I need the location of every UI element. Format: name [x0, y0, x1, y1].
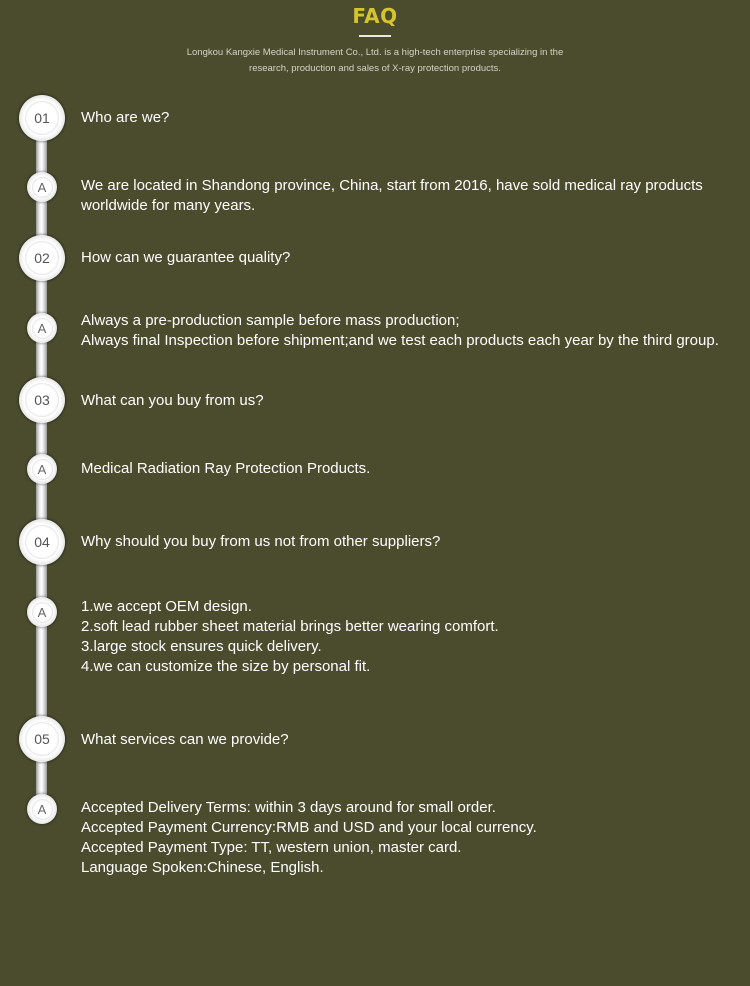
title-underline: [359, 35, 391, 37]
answer-marker: A: [32, 799, 53, 820]
answer-line: Accepted Payment Type: TT, western union, master card.: [81, 839, 462, 856]
question-number: 02: [25, 241, 59, 275]
question-number: 04: [25, 525, 59, 559]
question-number: 03: [25, 383, 59, 417]
question-number-badge: [19, 377, 65, 423]
answer-text: [81, 798, 747, 878]
answer-line: 4.we can customize the size by personal fit.: [81, 658, 371, 675]
answer-line: Accepted Payment Currency:RMB and USD and your local currency.: [81, 819, 537, 836]
answer-badge: [27, 454, 57, 484]
answer-badge: [27, 313, 57, 343]
answer-marker: A: [32, 602, 53, 623]
answer-line: Medical Radiation Ray Protection Products.: [81, 460, 371, 477]
answer-line: Language Spoken:Chinese, English.: [81, 859, 324, 876]
question-number-badge: [19, 235, 65, 281]
answer-marker: A: [32, 318, 53, 339]
page-title: FAQ: [352, 4, 398, 28]
question-text: Who are we?: [81, 109, 170, 126]
question-number-badge: [19, 716, 65, 762]
answer-text: [81, 459, 747, 479]
intro-line: Longkou Kangxie Medical Instrument Co., Ltd. is a high-tech enterprise specializing in the: [186, 47, 564, 58]
question-text: How can we guarantee quality?: [81, 249, 291, 266]
answer-line: 3.large stock ensures quick delivery.: [81, 638, 322, 655]
answer-badge: [27, 172, 57, 202]
answer-line: Accepted Delivery Terms: within 3 days around for small order.: [81, 799, 496, 816]
answer-text: [81, 176, 747, 216]
answer-marker: A: [32, 459, 53, 480]
question-text: Why should you buy from us not from other suppliers?: [81, 533, 441, 550]
question-number: 01: [25, 101, 59, 135]
intro-text: [150, 45, 600, 77]
answer-line: Always final Inspection before shipment;and we test each products each year by the third group.: [81, 332, 719, 349]
question-number: 05: [25, 722, 59, 756]
question-text: What can you buy from us?: [81, 392, 264, 409]
answer-badge: [27, 597, 57, 627]
answer-line: 1.we accept OEM design.: [81, 598, 252, 615]
answer-marker: A: [32, 177, 53, 198]
answer-line: Always a pre-production sample before mass production;: [81, 312, 460, 329]
question-number-badge: [19, 95, 65, 141]
answer-line: 2.soft lead rubber sheet material brings better wearing comfort.: [81, 618, 499, 635]
answer-line: We are located in Shandong province, China, start from 2016, have sold medical ray products worldwide for many years.: [81, 177, 703, 214]
question-text: What services can we provide?: [81, 731, 289, 748]
answer-text: [81, 311, 747, 351]
answer-text: [81, 597, 747, 677]
question-number-badge: [19, 519, 65, 565]
answer-badge: [27, 794, 57, 824]
intro-line: research, production and sales of X-ray protection products.: [249, 63, 501, 74]
